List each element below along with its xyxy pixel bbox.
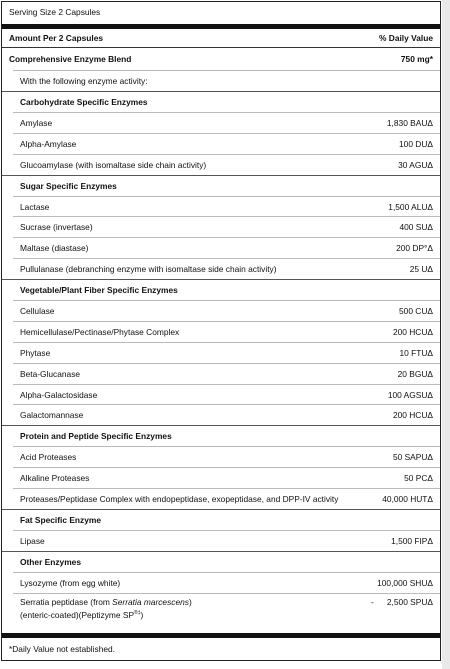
section-heading: Other Enzymes (20, 556, 81, 567)
enzyme-row (2, 446, 440, 467)
section-heading-row (2, 509, 440, 530)
section-heading: Sugar Specific Enzymes (20, 180, 117, 191)
serratia-line1-post: ) (188, 597, 192, 607)
enzyme-activity: 50 PCΔ (404, 472, 433, 483)
enzyme-row (2, 112, 440, 133)
enzyme-note: With the following enzyme activity: (20, 76, 148, 86)
enzyme-row (2, 488, 440, 509)
enzyme-activity: 1,500 ALUΔ (388, 201, 433, 212)
section-heading-row (2, 425, 440, 446)
section-heading: Carbohydrate Specific Enzymes (20, 96, 148, 107)
enzyme-activity: 25 UΔ (409, 263, 433, 274)
enzyme-row (2, 467, 440, 488)
serratia-source-italic: Serratia marcescens (112, 597, 189, 607)
enzyme-row (2, 363, 440, 384)
enzyme-row (2, 133, 440, 154)
thick-rule-bottom (2, 633, 440, 638)
serving-size-row (2, 2, 440, 22)
section-heading-row (2, 175, 440, 196)
enzyme-name: Lactase (20, 201, 50, 212)
enzyme-activity: 100,000 SHUΔ (377, 577, 433, 588)
enzyme-name: Alpha-Amylase (20, 138, 77, 149)
serratia-value: 2,500 SPUΔ (386, 597, 433, 607)
enzyme-row (2, 258, 440, 279)
blend-name: Comprehensive Enzyme Blend (9, 54, 132, 64)
daily-value-header: % Daily Value (379, 32, 433, 43)
enzyme-row (2, 530, 440, 551)
enzyme-row (2, 154, 440, 175)
enzyme-name: Beta-Glucanase (20, 368, 81, 379)
amount-header: Amount Per 2 Capsules (9, 32, 104, 43)
section-heading: Vegetable/Plant Fiber Specific Enzymes (20, 284, 178, 295)
enzyme-activity: 50 SAPUΔ (392, 451, 433, 462)
footnote: *Daily Value not established. (9, 644, 115, 654)
enzyme-activity: 10 FTUΔ (399, 347, 433, 358)
enzyme-activity: 100 DUΔ (399, 138, 433, 149)
enzyme-activity: 30 AGUΔ (398, 159, 433, 170)
enzyme-activity: 200 HCUΔ (392, 409, 433, 420)
enzyme-row (2, 237, 440, 258)
enzyme-name: Lysozyme (from egg white) (20, 577, 121, 588)
enzyme-row (2, 216, 440, 237)
supplement-facts-panel (1, 1, 441, 661)
serratia-sup: ®‡ (134, 610, 141, 616)
enzyme-activity: 200 DP°Δ (396, 242, 433, 253)
enzyme-activity: 20 BGUΔ (397, 368, 433, 379)
enzyme-name: Pullulanase (debranching enzyme with isomaltase side chain activity) (20, 263, 277, 274)
enzyme-name: Alpha-Galactosidase (20, 389, 98, 400)
serratia-line1-pre: Serratia peptidase (from (20, 597, 113, 607)
enzyme-name: Phytase (20, 347, 51, 358)
enzyme-name: Glucoamylase (with isomaltase side chain activity) (20, 159, 207, 170)
serving-size: Serving Size 2 Capsules (9, 7, 101, 17)
enzyme-activity: 500 CUΔ (399, 305, 433, 316)
right-gutter (442, 0, 450, 669)
enzyme-name: Lipase (20, 535, 45, 546)
enzyme-name: Sucrase (invertase) (20, 221, 93, 232)
enzyme-activity: 400 SUΔ (399, 221, 433, 232)
enzyme-name: Amylase (20, 117, 53, 128)
section-heading-row (2, 551, 440, 572)
section-heading-row (2, 279, 440, 300)
enzyme-row (2, 196, 440, 217)
blend-row (2, 48, 440, 70)
serratia-label (20, 597, 192, 621)
enzyme-name: Hemicellulase/Pectinase/Phytase Complex (20, 326, 180, 337)
section-heading-row (2, 91, 440, 112)
serratia-row (2, 593, 440, 633)
enzyme-activity: 1,830 BAUΔ (386, 117, 433, 128)
enzyme-activity: 100 AGSUΔ (387, 389, 433, 400)
enzyme-row (2, 300, 440, 321)
enzyme-row (2, 384, 440, 405)
enzyme-name: Acid Proteases (20, 451, 77, 462)
enzyme-activity: 40,000 HUTΔ (382, 493, 433, 504)
enzyme-name: Galactomannase (20, 409, 84, 420)
enzyme-name: Proteases/Peptidase Complex with endopeptidase, exopeptidase, and DPP-IV activity (20, 493, 339, 504)
enzyme-name: Alkaline Proteases (20, 472, 90, 483)
enzyme-row (2, 572, 440, 593)
enzyme-note-row (2, 71, 440, 91)
section-heading: Fat Specific Enzyme (20, 514, 101, 525)
column-header-row (2, 29, 440, 46)
enzyme-row (2, 404, 440, 425)
enzyme-activity: 1,500 FIPΔ (391, 535, 433, 546)
enzyme-row (2, 342, 440, 363)
serratia-line2: (enteric-coated)(Peptizyme SP (20, 609, 135, 620)
enzyme-name: Maltase (diastase) (20, 242, 89, 253)
section-heading: Protein and Peptide Specific Enzymes (20, 430, 172, 441)
enzyme-row (2, 321, 440, 342)
footnote-row (2, 639, 440, 659)
serratia-line2-post: ) (140, 609, 144, 620)
blend-amount: 750 mg* (400, 54, 433, 64)
enzyme-activity: 200 HCUΔ (392, 326, 433, 337)
serratia-dash: - (371, 597, 374, 607)
enzyme-name: Cellulase (20, 305, 55, 316)
